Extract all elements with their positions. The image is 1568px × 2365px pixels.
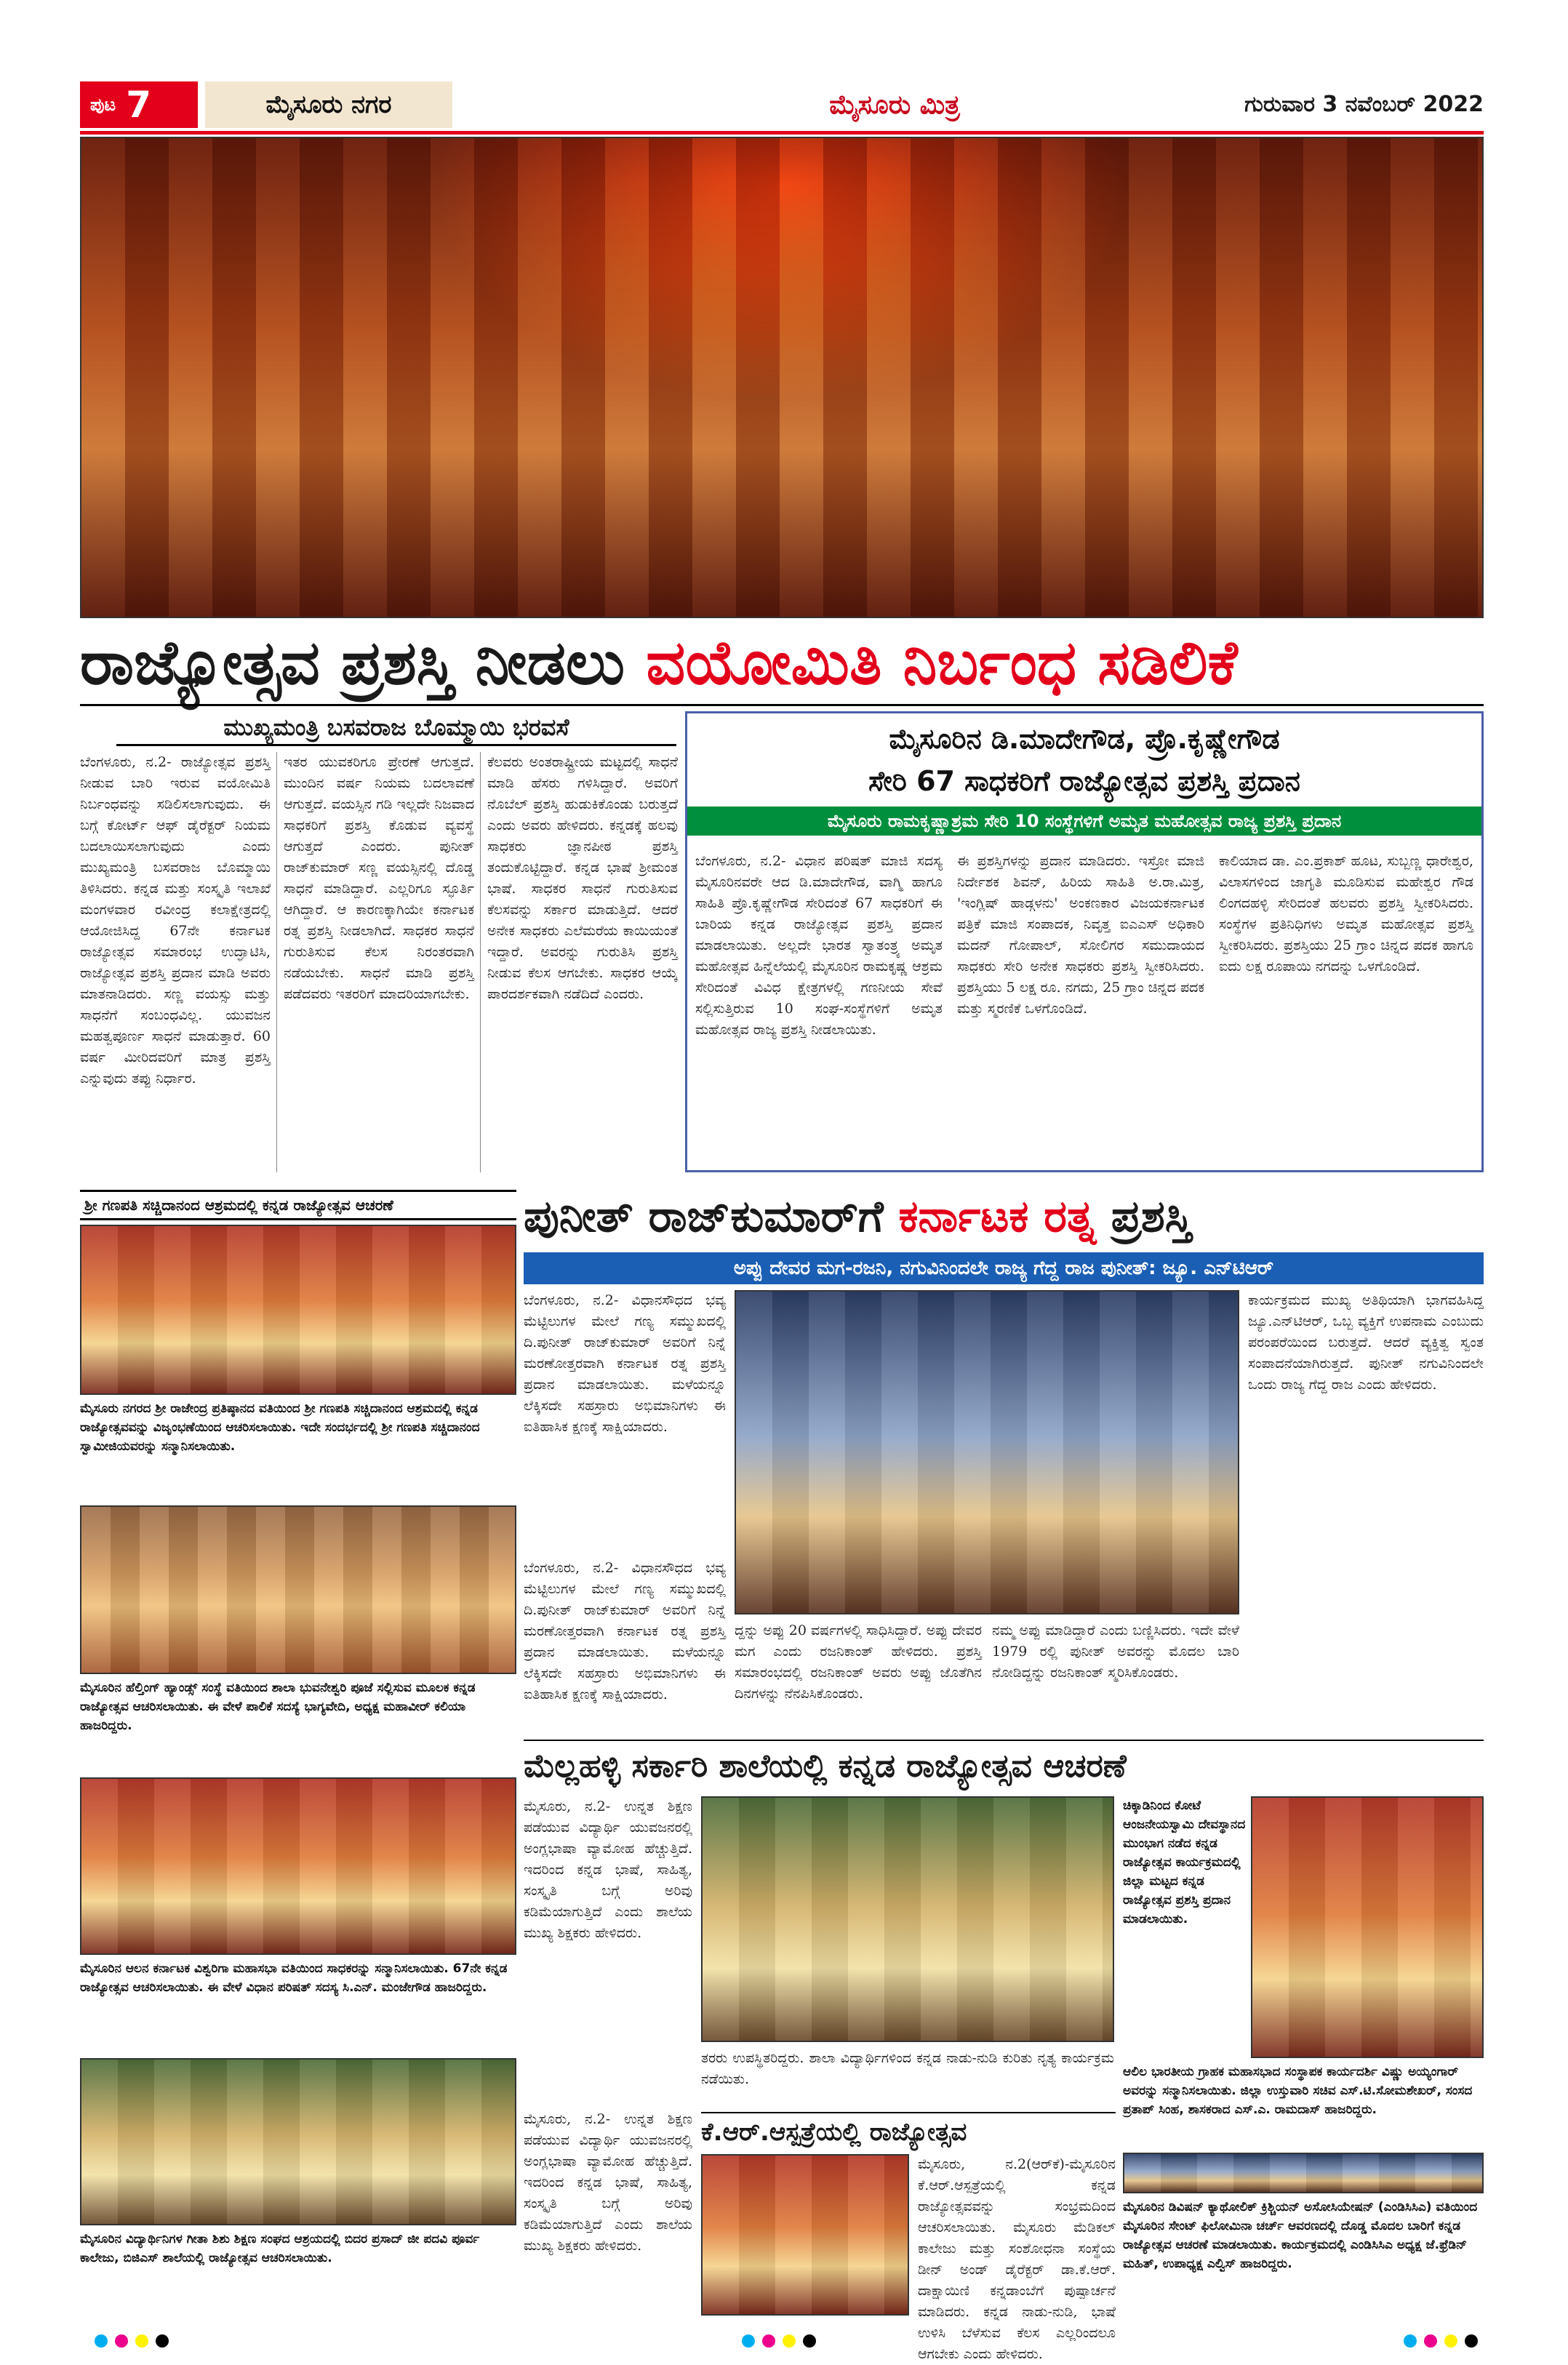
yellow-dot [135, 2334, 148, 2348]
lead-headline-part1: ರಾಜ್ಯೋತ್ಸವ ಪ್ರಶಸ್ತಿ ನೀಡಲು [80, 627, 625, 698]
school-children-photo [80, 1505, 516, 1674]
page-number: 7 [126, 84, 152, 126]
header-rule [80, 131, 1484, 135]
black-dot [1465, 2334, 1478, 2348]
puneeth-headline-part1: ಪುನೀತ್ ರಾಜ್‌ಕುಮಾರ್‌ಗೆ [524, 1191, 884, 1242]
puneeth-subheadline: ಅಪ್ಪು ದೇವರ ಮಗ-ರಜನಿ, ನಗುವಿನಿಂದಲೇ ರಾಜ್ಯ ಗೆದ್ದ ರಾಜ ಪುನೀತ್: ಜ್ಯೂ. ಎನ್‌ಟಿಆರ್ [524, 1252, 1484, 1284]
mahasabha-felicitation-photo [80, 1777, 516, 1955]
puneeth-story-column-4: ನಮ್ಮ ಅಪ್ಪು ಮಾಡಿದ್ದಾರೆ ಎಂದು ಬಣ್ಣಿಸಿದರು. ಇದೇ ವೇಳೆ 1979 ರಲ್ಲಿ ಪುನೀತ್ ಅವರನ್ನು ಮೊದಲ ಬಾರಿ ನೋಡಿದ್ದನ್ನು ರಜನಿಕಾಂತ್ ಸ್ಮರಿಸಿಕೊಂಡರು. [992, 1622, 1239, 1681]
cyan-dot [742, 2334, 755, 2348]
ashram-rajyotsava-banner: ಶ್ರೀ ಗಣಪತಿ ಸಚ್ಚಿದಾನಂದ ಆಶ್ರಮದಲ್ಲಿ ಕನ್ನಡ ರಾಜ್ಯೋತ್ಸವ ಆಚರಣೆ [80, 1190, 516, 1220]
gsss-students-photo [80, 2058, 516, 2225]
puneeth-headline-part2: ಕರ್ನಾಟಕ ರತ್ನ [898, 1191, 1096, 1242]
mallahalli-story-column-1b: ಮೈಸೂರು, ನ.2- ಉನ್ನತ ಶಿಕ್ಷಣ ಪಡೆಯುವ ವಿದ್ಯಾರ್ಥಿ ಯುವಜನರಲ್ಲಿ ಅಂಗ್ಲಭಾಷಾ ವ್ಯಾಮೋಹ ಹೆಚ್ಚುತ್ತಿದೆ. ಇದರಿಂದ ಕನ್ನಡ ಭಾಷೆ, ಸಾಹಿತ್ಯ, ಸಂಸ್ಕೃತಿ ಬಗ್ಗೆ ಅರಿವು ಕಡಿಮೆಯಾಗುತ್ತಿದೆ ಎಂದು ಶಾಲೆಯ ಮುಖ್ಯ ಶಿಕ್ಷಕರು ಹೇಳಿದರು. [524, 2111, 692, 2254]
mallahalli-story-column-2: ತರರು ಉಪಸ್ಥಿತರಿದ್ದರು. ಶಾಲಾ ವಿದ್ಯಾರ್ಥಿಗಳಿಂದ ಕನ್ನಡ ನಾಡು-ನುಡಿ ಕುರಿತು ನೃತ್ಯ ಕಾರ್ಯಕ್ರಮ ನಡೆಯಿತು. [701, 2050, 1114, 2087]
column-rule [480, 752, 481, 1172]
box-story-title [687, 713, 1481, 802]
page-label: ಪುಟ [90, 95, 116, 115]
kr-hospital-headline: ಕೆ.ಆರ್.ಆಸ್ಪತ್ರೆಯಲ್ಲಿ ರಾಜ್ಯೋತ್ಸವ [701, 2112, 1116, 2150]
ashram-caption: ಮೈಸೂರು ನಗರದ ಶ್ರೀ ರಾಜೇಂದ್ರ ಪ್ರತಿಷ್ಠಾನದ ವತಿಯಿಂದ ಶ್ರೀ ಗಣಪತಿ ಸಚ್ಚಿದಾನಂದ ಆಶ್ರಮದಲ್ಲಿ ಕನ್ನಡ ರಾಜ್ಯೋತ್ಸವವನ್ನು ವಿಜೃಂಭಣೆಯಿಂದ ಆಚರಿಸಲಾಯಿತು. ಇದೇ ಸಂದರ್ಭದಲ್ಲಿ ಶ್ರೀ ಗಣಪತಿ ಸಚ್ಚಿದಾನಂದ ಸ್ವಾಮೀಜಿಯವರನ್ನು ಸನ್ಮಾನಿಸಲಾಯಿತು. [80, 1401, 480, 1454]
mahasabha-caption: ಮೈಸೂರಿನ ಆಲನ ಕರ್ನಾಟಕ ವಿಶ್ವರಿಗಾ ಮಹಾಸಭಾ ವತಿಯಿಂದ ಸಾಧಕರನ್ನು ಸನ್ಮಾನಿಸಲಾಯಿತು. 67ನೇ ಕನ್ನಡ ರಾಜ್ಯೋತ್ಸವ ಆಚರಿಸಲಾಯಿತು. ಈ ವೇಳೆ ವಿಧಾನ ಪರಿಷತ್ ಸದಸ್ಯ ಸಿ.ಎನ್. ಮಂಜೇಗೌಡ ಹಾಜರಿದ್ದರು. [80, 1961, 508, 1995]
lead-story-column-2: ಇತರ ಯುವಕರಿಗೂ ಪ್ರೇರಣೆ ಆಗುತ್ತದೆ. ಮುಂದಿನ ವರ್ಷ ನಿಯಮ ಬದಲಾವಣೆ ಆಗುತ್ತದೆ. ವಯಸ್ಸಿನ ಗಡಿ ಇಲ್ಲದೇ ನಿಜವಾದ ಸಾಧಕರಿಗೆ ಪ್ರಶಸ್ತಿ ಕೊಡುವ ವ್ಯವಸ್ಥೆ ಆಗುತ್ತದೆ ಎಂದರು. ಪುನೀತ್ ರಾಜ್‌ಕುಮಾರ್ ಸಣ್ಣ ವಯಸ್ಸಿನಲ್ಲಿ ದೊಡ್ಡ ಸಾಧನೆ ಮಾಡಿದ್ದಾರೆ. ಎಲ್ಲರಿಗೂ ಸ್ಫೂರ್ತಿ ಆಗಿದ್ದಾರೆ. ಆ ಕಾರಣಕ್ಕಾಗಿಯೇ ಕರ್ನಾಟಕ ರತ್ನ ಪ್ರಶಸ್ತಿ ನೀಡಲಾಗಿದೆ. ಸಾಧಕರ ಸಾಧನೆ ಗುರುತಿಸುವ ಕೆಲಸ ನಿರಂತರವಾಗಿ ನಡೆಯಬೇಕು. ಸಾಧನೆ ಮಾಡಿ ಪ್ರಶಸ್ತಿ ಪಡೆದವರು ಇತರರಿಗೆ ಮಾದರಿಯಾಗಬೇಕು. [284, 754, 474, 1002]
kr-hospital-story-body: ಮೈಸೂರು, ನ.2(ಆರ್‌ಕೆ)-ಮೈಸೂರಿನ ಕೆ.ಆರ್.ಆಸ್ಪತ್ರೆಯಲ್ಲಿ ಕನ್ನಡ ರಾಜ್ಯೋತ್ಸವವನ್ನು ಸಂಭ್ರಮದಿಂದ ಆಚರಿಸಲಾಯಿತು. ಮೈಸೂರು ಮೆಡಿಕಲ್ ಕಾಲೇಜು ಮತ್ತು ಸಂಶೋಧನಾ ಸಂಸ್ಥೆಯ ಡೀನ್ ಅಂಡ್ ಡೈರೆಕ್ಟರ್ ಡಾ.ಕೆ.ಆರ್. ದಾಕ್ಷಾಯಿಣಿ ಕನ್ನಡಾಂಬೆಗೆ ಪುಷ್ಪಾರ್ಚನೆ ಮಾಡಿದರು. ಕನ್ನಡ ನಾಡು-ನುಡಿ, ಭಾಷೆ ಉಳಿಸಿ ಬೆಳೆಸುವ ಕೆಲಸ ಎಲ್ಲರಿಂದಲೂ ಆಗಬೇಕು ಎಂದು ಹೇಳಿದರು. [918, 2156, 1116, 2362]
puneeth-story-column-3: ದ್ದನ್ನು ಅಪ್ಪು 20 ವರ್ಷಗಳಲ್ಲಿ ಸಾಧಿಸಿದ್ದಾರೆ. ಅಪ್ಪು ದೇವರ ಮಗ ಎಂದು ರಜನಿಕಾಂತ್ ಹೇಳಿದರು. ಪ್ರಶಸ್ತಿ ಸಮಾರಂಭದಲ್ಲಿ ರಜನಿಕಾಂತ್ ಅವರು ಅಪ್ಪು ಜೊತೆಗಿನ ದಿನಗಳನ್ನು ನೆನಪಿಸಿಕೊಂಡರು. [735, 1622, 982, 1702]
black-dot [803, 2334, 816, 2348]
newspaper-masthead: ಮೈಸೂರು ಮಿತ್ರ [829, 89, 960, 120]
church-celebration-photo [1123, 2153, 1484, 2193]
magenta-dot [762, 2334, 775, 2348]
lead-headline [80, 623, 1484, 703]
magenta-dot [115, 2334, 128, 2348]
registration-marks-center [742, 2334, 816, 2348]
section-title: ಮೈಸೂರು ನಗರ [205, 81, 452, 128]
puneeth-headline [524, 1184, 1484, 1249]
puneeth-story-column-1b: ಬೆಂಗಳೂರು, ನ.2- ವಿಧಾನಸೌಧದ ಭವ್ಯ ಮೆಟ್ಟಿಲುಗಳ ಮೇಲೆ ಗಣ್ಯ ಸಮ್ಮುಖದಲ್ಲಿ ದಿ.ಪುನೀತ್ ರಾಜ್‌ಕುಮಾರ್ ಅವರಿಗೆ ನಿನ್ನೆ ಮರಣೋತ್ತರವಾಗಿ ಕರ್ನಾಟಕ ರತ್ನ ಪ್ರಶಸ್ತಿ ಪ್ರದಾನ ಮಾಡಲಾಯಿತು. ಮಳೆಯನ್ನೂ ಲೆಕ್ಕಿಸದೇ ಸಹಸ್ರಾರು ಅಭಿಮಾನಿಗಳು ಈ ಐತಿಹಾಸಿಕ ಕ್ಷಣಕ್ಕೆ ಸಾಕ್ಷಿಯಾದರು. [524, 1560, 726, 1702]
cyan-dot [95, 2334, 108, 2348]
box-story-band: ಮೈಸೂರು ರಾಮಕೃಷ್ಣಾಶ್ರಮ ಸೇರಿ 10 ಸಂಸ್ಥೆಗಳಿಗೆ ಅಮೃತ ಮಹೋತ್ಸವ ರಾಜ್ಯ ಪ್ರಶಸ್ತಿ ಪ್ರದಾನ [687, 807, 1481, 836]
yellow-dot [783, 2334, 796, 2348]
box-story-column-3: ಕಾಲಿಯಾದ ಡಾ. ಎಂ.ಪ್ರಕಾಶ್ ಹೂಟ, ಸುಬ್ಬಣ್ಣ ಧಾರೇಶ್ವರ, ವಿಲಾಸಗಳಿಂದ ಜಾಗೃತಿ ಮೂಡಿಸುವ ಮಹೇಶ್ವರ ಗೌಡ ಲಿಂಗದಹಳ್ಳಿ ಸೇರಿದಂತೆ ಹಲವರು ಪ್ರಶಸ್ತಿ ಸ್ವೀಕರಿಸಿದರು. ಸಂಸ್ಥೆಗಳ ಪ್ರತಿನಿಧಿಗಳು ಅಮೃತ ಮಹೋತ್ಸವ ಪ್ರಶಸ್ತಿ ಸ್ವೀಕರಿಸಿದರು. ಪ್ರಶಸ್ತಿಯು 25 ಗ್ರಾಂ ಚಿನ್ನದ ಪದಕ ಹಾಗೂ ಐದು ಲಕ್ಷ ರೂಪಾಯಿ ನಗದನ್ನು ಒಳಗೊಂಡಿದೆ. [1219, 853, 1473, 975]
lead-headline-part2: ವಯೋಮಿತಿ ನಿರ್ಬಂಧ ಸಡಿಲಿಕೆ [646, 627, 1238, 698]
black-dot [156, 2334, 169, 2348]
kr-hospital-photo [701, 2154, 909, 2316]
yellow-dot [1444, 2334, 1457, 2348]
church-celebration-caption: ಮೈಸೂರಿನ ಡಿವಿಷನ್ ಕ್ಯಾಥೋಲಿಕ್ ಕ್ರಿಶ್ಚಿಯನ್ ಅಸೋಸಿಯೇಷನ್ (ಎಂಡಿಸಿಸಿಎ) ವತಿಯಿಂದ ಮೈಸೂರಿನ ಸೇಂಟ್ ಫಿಲೋಮಿನಾ ಚರ್ಚ್ ಆವರಣದಲ್ಲಿ ದೊಡ್ಡ ಮೊದಲ ಬಾರಿಗೆ ಕನ್ನಡ ರಾಜ್ಯೋತ್ಸವ ಆಚರಣೆ ಮಾಡಲಾಯಿತು. ಕಾರ್ಯಕ್ರಮದಲ್ಲಿ ಎಂಡಿಸಿಸಿಎ ಅಧ್ಯಕ್ಷ ಜೆ.ಫ್ರೆಡಿನ್ ಮಹಿತ್, ಉಪಾಧ್ಯಕ್ಷ ಎಲ್ವಿಸ್ ಹಾಜರಿದ್ದರು. [1123, 2200, 1478, 2271]
puneeth-story-column-2: ಕಾರ್ಯಕ್ರಮದ ಮುಖ್ಯ ಅತಿಥಿಯಾಗಿ ಭಾಗವಹಿಸಿದ್ದ ಜ್ಯೂ.ಎನ್‌ಟಿಆರ್, ಒಬ್ಬ ವ್ಯಕ್ತಿಗೆ ಉಪನಾಮ ಎಂಬುದು ಪರಂಪರೆಯಿಂದ ಬರುತ್ತದೆ. ಆದರೆ ವ್ಯಕ್ತಿತ್ವ ಸ್ವಂತ ಸಂಪಾದನೆಯಾಗಿರುತ್ತದೆ. ಪುನೀತ್ ನಗುವಿನಿಂದಲೇ ಒಂದು ರಾಜ್ಯ ಗೆದ್ದ ರಾಜ ಎಂದು ಹೇಳಿದರು. [1248, 1292, 1484, 1393]
consumer-council-caption: ಆಲಿಲ ಭಾರತೀಯ ಗ್ರಾಹಕ ಮಹಾಸಭಾದ ಸಂಸ್ಥಾಪಕ ಕಾರ್ಯದರ್ಶಿ ವಿಷ್ಣು ಅಯ್ಯಂಗಾರ್ ಅವರನ್ನು ಸನ್ಮಾನಿಸಲಾಯಿತು. ಜಿಲ್ಲಾ ಉಸ್ತುವಾರಿ ಸಚಿವ ಎಸ್.ಟಿ.ಸೋಮಶೇಖರ್, ಸಂಸದ ಪ್ರತಾಪ್ ಸಿಂಹ, ಶಾಸಕರಾದ ಎಸ್.ಎ. ರಾಮದಾಸ್ ಹಾಜರಿದ್ದರು. [1123, 2065, 1473, 2117]
lead-story-column-3: ಕೆಲವರು ಅಂತರಾಷ್ಟ್ರೀಯ ಮಟ್ಟದಲ್ಲಿ ಸಾಧನೆ ಮಾಡಿ ಹೆಸರು ಗಳಿಸಿದ್ದಾರೆ. ಅವರಿಗೆ ನೊಬೆಲ್ ಪ್ರಶಸ್ತಿ ಹುಡುಕಿಕೊಂಡು ಬರುತ್ತದೆ ಎಂದು ಅವರು ಹೇಳಿದರು. ಕನ್ನಡಕ್ಕೆ ಹಲವು ಸಾಧಕರು ಜ್ಞಾನಪೀಠ ಪ್ರಶಸ್ತಿ ತಂದುಕೊಟ್ಟಿದ್ದಾರೆ. ಕನ್ನಡ ಭಾಷೆ ಶ್ರೀಮಂತ ಭಾಷೆ. ಸಾಧಕರ ಸಾಧನೆ ಗುರುತಿಸುವ ಕೆಲಸವನ್ನು ಸರ್ಕಾರ ಮಾಡುತ್ತಿದೆ. ಆದರೆ ಅನೇಕ ಸಾಧಕರು ಎಲೆಮರೆಯ ಕಾಯಿಯಂತೆ ಇದ್ದಾರೆ. ಅವರನ್ನು ಗುರುತಿಸಿ ಪ್ರಶಸ್ತಿ ನೀಡುವ ಕೆಲಸ ಆಗಬೇಕು. ಸಾಧಕರ ಆಯ್ಕೆ ಪಾರದರ್ಶಕವಾಗಿ ನಡೆದಿದೆ ಎಂದರು. [487, 754, 678, 1002]
karnataka-ratna-award-photo [735, 1290, 1239, 1614]
page-number-badge [80, 81, 198, 128]
ashram-celebration-photo [80, 1225, 516, 1395]
mallahalli-story-column-1: ಮೈಸೂರು, ನ.2- ಉನ್ನತ ಶಿಕ್ಷಣ ಪಡೆಯುವ ವಿದ್ಯಾರ್ಥಿ ಯುವಜನರಲ್ಲಿ ಅಂಗ್ಲಭಾಷಾ ವ್ಯಾಮೋಹ ಹೆಚ್ಚುತ್ತಿದೆ. ಇದರಿಂದ ಕನ್ನಡ ಭಾಷೆ, ಸಾಹಿತ್ಯ, ಸಂಸ್ಕೃತಿ ಬಗ್ಗೆ ಅರಿವು ಕಡಿಮೆಯಾಗುತ್ತಿದೆ ಎಂದು ಶಾಲೆಯ ಮುಖ್ಯ ಶಿಕ್ಷಕರು ಹೇಳಿದರು. [524, 1798, 692, 1941]
box-title-line-1: ಮೈಸೂರಿನ ಡಿ.ಮಾದೇಗೌಡ, ಪ್ರೊ.ಕೃಷ್ಣೇಗೌಡ [889, 723, 1280, 755]
puneeth-story-column-1: ಬೆಂಗಳೂರು, ನ.2- ವಿಧಾನಸೌಧದ ಭವ್ಯ ಮೆಟ್ಟಿಲುಗಳ ಮೇಲೆ ಗಣ್ಯ ಸಮ್ಮುಖದಲ್ಲಿ ದಿ.ಪುನೀತ್ ರಾಜ್‌ಕುಮಾರ್ ಅವರಿಗೆ ನಿನ್ನೆ ಮರಣೋತ್ತರವಾಗಿ ಕರ್ನಾಟಕ ರತ್ನ ಪ್ರಶಸ್ತಿ ಪ್ರದಾನ ಮಾಡಲಾಯಿತು. ಮಳೆಯನ್ನೂ ಲೆಕ್ಕಿಸದೇ ಸಹಸ್ರಾರು ಅಭಿಮಾನಿಗಳು ಈ ಐತಿಹಾಸಿಕ ಕ್ಷಣಕ್ಕೆ ಸಾಕ್ಷಿಯಾದರು. [524, 1292, 726, 1435]
headline-rule [80, 704, 1484, 706]
issue-date: ಗುರುವಾರ 3 ನವೆಂಬರ್ 2022 [1244, 92, 1484, 117]
mallahalli-headline: ಮೆಲ್ಲಹಳ್ಳಿ ಸರ್ಕಾರಿ ಶಾಲೆಯಲ್ಲಿ ಕನ್ನಡ ರಾಜ್ಯೋತ್ಸವ ಆಚರಣೆ [524, 1740, 1484, 1790]
cyan-dot [1404, 2334, 1417, 2348]
temple-felicitation-photo [1251, 1796, 1484, 2058]
mallahalli-school-photo [701, 1796, 1114, 2042]
gsss-caption: ಮೈಸೂರಿನ ವಿದ್ಯಾರ್ಥಿನಿಗಳ ಗೀತಾ ಶಿಶು ಶಿಕ್ಷಣ ಸಂಘದ ಆಶ್ರಯದಲ್ಲಿ ಬಿದರ ಪ್ರಸಾದ್ ಜೀ ಪದವಿ ಪೂರ್ವ ಕಾಲೇಜು, ಬಿಜಿಎಸ್ ಶಾಲೆಯಲ್ಲಿ ರಾಜ್ಯೋತ್ಸವ ಆಚರಿಸಲಾಯಿತು. [80, 2232, 480, 2265]
lead-story-column-1: ಬೆಂಗಳೂರು, ನ.2- ರಾಜ್ಯೋತ್ಸವ ಪ್ರಶಸ್ತಿ ನೀಡುವ ಬಾರಿ ಇರುವ ವಯೋಮಿತಿ ನಿರ್ಬಂಧವನ್ನು ಸಡಿಲಿಸಲಾಗುವುದು. ಈ ಬಗ್ಗೆ ಕೋರ್ಟ್ ಆಫ್ ಡೈರೆಕ್ಟರ್ ನಿಯಮ ಬದಲಾಯಿಸಲಾಗುವುದು ಎಂದು ಮುಖ್ಯಮಂತ್ರಿ ಬಸವರಾಜ ಬೊಮ್ಮಾಯಿ ತಿಳಿಸಿದರು. ಕನ್ನಡ ಮತ್ತು ಸಂಸ್ಕೃತಿ ಇಲಾಖೆ ಮಂಗಳವಾರ ರವೀಂದ್ರ ಕಲಾಕ್ಷೇತ್ರದಲ್ಲಿ ಆಯೋಜಿಸಿದ್ದ 67ನೇ ಕರ್ನಾಟಕ ರಾಜ್ಯೋತ್ಸವ ಸಮಾರಂಭ ಉದ್ಘಾಟಿಸಿ, ರಾಜ್ಯೋತ್ಸವ ಪ್ರಶಸ್ತಿ ಪ್ರದಾನ ಮಾಡಿ ಅವರು ಮಾತನಾಡಿದರು. ಸಣ್ಣ ವಯಸ್ಸು ಮತ್ತು ಸಾಧನೆಗೆ ಸಂಬಂಧವಿಲ್ಲ. ಯುವಜನ ಮಹತ್ವಪೂರ್ಣ ಸಾಧನೆ ಮಾಡುತ್ತಾರೆ. 60 ವರ್ಷ ಮೀರಿದವರಿಗೆ ಮಾತ್ರ ಪ್ರಶಸ್ತಿ ಎನ್ನುವುದು ತಪ್ಪು ನಿರ್ಧಾರ. [80, 754, 271, 1087]
registration-marks-right [1404, 2334, 1478, 2348]
box-story-column-2: ಈ ಪ್ರಶಸ್ತಿಗಳನ್ನು ಪ್ರದಾನ ಮಾಡಿದರು. ಇಸ್ರೋ ಮಾಜಿ ನಿರ್ದೇಶಕ ಶಿವನ್, ಹಿರಿಯ ಸಾಹಿತಿ ಅ.ರಾ.ಮಿತ್ರ, 'ಇಂಗ್ಲಿಷ್ ಹಾಡ್ಗಳನು' ಅಂಕಣಕಾರ ವಿಜಯಕರ್ನಾಟಕ ಪತ್ರಿಕೆ ಮಾಜಿ ಸಂಪಾದಕ, ನಿವೃತ್ತ ಐಎಎಸ್ ಅಧಿಕಾರಿ ಮದನ್ ಗೋಪಾಲ್, ಸೋಲಿಗರ ಸಮುದಾಯದ ಸಾಧಕರು ಸೇರಿ ಅನೇಕ ಸಾಧಕರು ಪ್ರಶಸ್ತಿ ಸ್ವೀಕರಿಸಿದರು. ಪ್ರಶಸ್ತಿಯು 5 ಲಕ್ಷ ರೂ. ನಗದು, 25 ಗ್ರಾಂ ಚಿನ್ನದ ಪದಕ ಮತ್ತು ಸ್ಮರಣಿಕೆ ಒಳಗೊಂಡಿದೆ. [957, 853, 1204, 1017]
column-rule [276, 752, 277, 1172]
magenta-dot [1424, 2334, 1437, 2348]
lead-photo-award-ceremony [80, 137, 1484, 618]
lead-subheadline: ಮುಖ್ಯಮಂತ್ರಿ ಬಸವರಾಜ ಬೊಮ್ಮಾಯಿ ಭರವಸೆ [116, 711, 676, 746]
box-story-column-1: ಬೆಂಗಳೂರು, ನ.2- ವಿಧಾನ ಪರಿಷತ್ ಮಾಜಿ ಸದಸ್ಯ ಮೈಸೂರಿನವರೇ ಆದ ಡಿ.ಮಾದೇಗೌಡ, ವಾಗ್ಮಿ ಹಾಗೂ ಸಾಹಿತಿ ಪ್ರೊ.ಕೃಷ್ಣೇಗೌಡ ಸೇರಿದಂತೆ 67 ಸಾಧಕರಿಗೆ ಈ ಬಾರಿಯ ಕನ್ನಡ ರಾಜ್ಯೋತ್ಸವ ಪ್ರಶಸ್ತಿ ಪ್ರದಾನ ಮಾಡಲಾಯಿತು. ಅಲ್ಲದೇ ಭಾರತ ಸ್ವಾತಂತ್ರ್ಯ ಅಮೃತ ಮಹೋತ್ಸವ ಹಿನ್ನೆಲೆಯಲ್ಲಿ ಮೈಸೂರಿನ ರಾಮಕೃಷ್ಣ ಆಶ್ರಮ ಸೇರಿದಂತೆ ವಿವಿಧ ಕ್ಷೇತ್ರಗಳಲ್ಲಿ ಗಣನೀಯ ಸೇವೆ ಸಲ್ಲಿಸುತ್ತಿರುವ 10 ಸಂಘ-ಸಂಸ್ಥೆಗಳಿಗೆ ಅಮೃತ ಮಹೋತ್ಸವ ರಾಜ್ಯ ಪ್ರಶಸ್ತಿ ನೀಡಲಾಯಿತು. [695, 853, 943, 1038]
temple-rajyotsava-caption: ಚಿಕ್ಕಾಡಿನಿಂದ ಕೋಟೆ ಆಂಜನೇಯಸ್ವಾಮಿ ದೇವಸ್ಥಾನದ ಮುಂಭಾಗ ನಡೆದ ಕನ್ನಡ ರಾಜ್ಯೋತ್ಸವ ಕಾರ್ಯಕ್ರಮದಲ್ಲಿ ಜಿಲ್ಲಾ ಮಟ್ಟದ ಕನ್ನಡ ರಾಜ್ಯೋತ್ಸವ ಪ್ರಶಸ್ತಿ ಪ್ರದಾನ ಮಾಡಲಾಯಿತು. [1123, 1798, 1246, 1926]
registration-marks-left [95, 2334, 169, 2348]
box-title-line-2: ಸೇರಿ 67 ಸಾಧಕರಿಗೆ ರಾಜ್ಯೋತ್ಸವ ಪ್ರಶಸ್ತಿ ಪ್ರದಾನ [868, 765, 1300, 797]
school-children-caption: ಮೈಸೂರಿನ ಹೆಲ್ತಿಂಗ್ ಹ್ಯಾಂಡ್ಸ್ ಸಂಸ್ಥೆ ವತಿಯಿಂದ ಶಾಲಾ ಭುವನೇಶ್ವರಿ ಪೂಜೆ ಸಲ್ಲಿಸುವ ಮೂಲಕ ಕನ್ನಡ ರಾಜ್ಯೋತ್ಸವ ಆಚರಿಸಲಾಯಿತು. ಈ ವೇಳೆ ಪಾಲಿಕೆ ಸದಸ್ಯೆ ಭಾಗ್ಯವೇದಿ, ಅಧ್ಯಕ್ಷ ಮಹಾವೀರ್ ಕಲಿಯಾ ಹಾಜರಿದ್ದರು. [80, 1681, 476, 1733]
puneeth-headline-part3: ಪ್ರಶಸ್ತಿ [1111, 1191, 1192, 1242]
